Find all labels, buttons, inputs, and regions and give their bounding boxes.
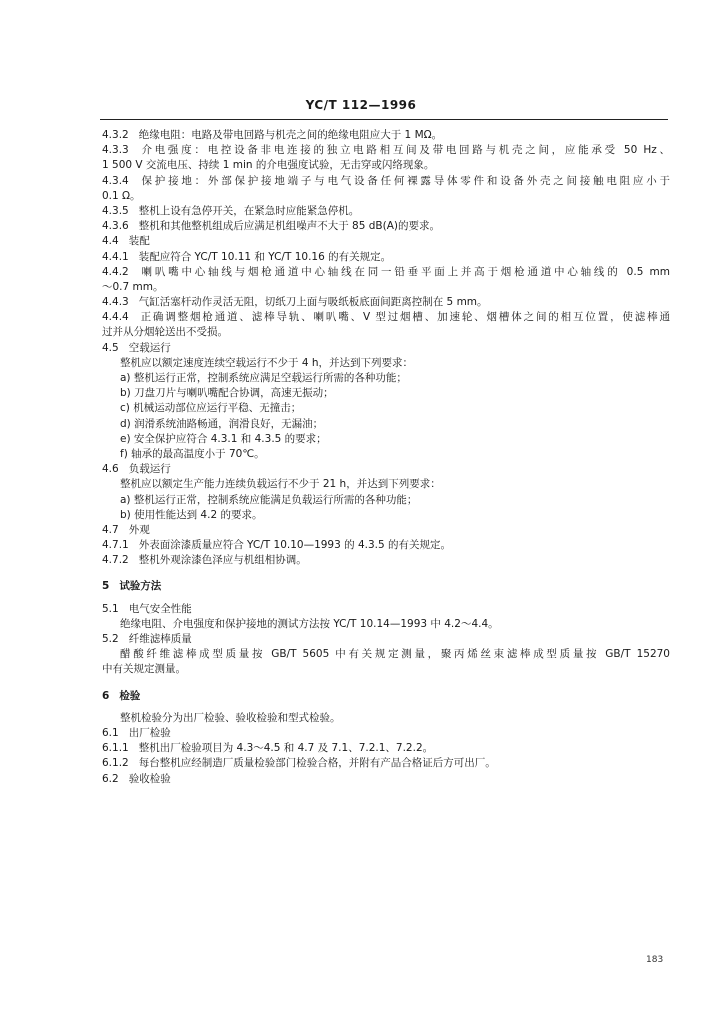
clause-text: f) 轴承的最高温度小于 70℃。 — [120, 447, 265, 460]
clause-number: 4.4.4 — [102, 311, 129, 324]
text-line — [102, 647, 670, 662]
clause-number: 5.2 — [102, 633, 119, 645]
text-line — [102, 158, 670, 173]
clause-text: a) 整机运行正常，控制系统应能满足负载运行所需的各种功能； — [120, 493, 418, 506]
clause-number: 6.1.2 — [102, 757, 129, 770]
clause-number: 4.6 — [102, 463, 119, 476]
clause-number: 4.4.2 — [102, 265, 129, 278]
clause-text: 空载运行 — [128, 341, 171, 354]
clause-text: 检验 — [119, 689, 141, 702]
clause-text: 试验方法 — [119, 580, 162, 593]
clause-text: 整机和其他整机组成后应满足机组噪声不大于 85 dB(A)的要求。 — [138, 220, 440, 233]
clause-text: 验收检验 — [128, 772, 171, 785]
clause-text: 每台整机应经制造厂质量检验部门检验合格，并附有产品合格证后方可出厂。 — [138, 757, 496, 770]
clause-number: 4.3.2 — [102, 129, 129, 141]
text-line — [102, 280, 670, 295]
clause-text: 纤维滤棒质量 — [128, 633, 192, 645]
clause-line — [102, 204, 670, 219]
clause-line — [102, 174, 670, 189]
text-line — [102, 386, 670, 401]
header-rule — [100, 119, 668, 120]
clause-line — [102, 726, 670, 741]
document-header: YC/T 112—1996 — [305, 98, 417, 112]
clause-text: 整机应以额定速度连续空载运行不少于 4 h，并达到下列要求： — [120, 356, 414, 369]
clause-number: 4.5 — [102, 341, 119, 354]
clause-text: 装配 — [128, 235, 150, 248]
clause-text: 绝缘电阻：电路及带电回路与机壳之间的绝缘电阻应大于 1 MΩ。 — [138, 129, 443, 141]
clause-line — [102, 143, 670, 158]
text-line — [102, 477, 670, 492]
clause-line — [102, 462, 670, 477]
clause-text: 醋酸纤维滤棒成型质量按 GB/T 5605 中有关规定测量，聚丙烯丝束滤棒成型质量按 GB/T 15270 — [120, 648, 670, 661]
clause-text: 介电强度：电控设备非电连接的独立电路相互间及带电回路与机壳之间，应能承受 50 Hz、 — [138, 144, 670, 157]
text-line — [102, 432, 670, 447]
clause-text: 外表面涂漆质量应符合 YC/T 10.10—1993 的 4.3.5 的有关规定。 — [138, 539, 452, 552]
clause-text: b) 刀盘刀片与喇叭嘴配合协调，高速无振动； — [120, 387, 334, 400]
clause-text: 0.1 Ω。 — [102, 189, 141, 202]
clause-text: c) 机械运动部位应运行平稳、无撞击； — [120, 402, 302, 415]
clause-line — [102, 538, 670, 553]
text-line — [102, 508, 670, 523]
clause-text: 整机外观涂漆色泽应与机组相协调。 — [138, 554, 307, 567]
text-line — [102, 325, 670, 340]
clause-number: 4.4.3 — [102, 296, 129, 309]
clause-number: 6.1.1 — [102, 742, 129, 755]
page-number: 183 — [646, 955, 664, 965]
clause-number: 4.3.6 — [102, 220, 129, 233]
clause-number: 6.2 — [102, 772, 119, 785]
clause-number: 4.4.1 — [102, 250, 129, 263]
clause-line — [102, 772, 670, 787]
clause-number: 6.1 — [102, 726, 119, 739]
clause-line — [102, 295, 670, 310]
clause-line — [102, 128, 670, 143]
clause-text: 气缸活塞杆动作灵活无阻，切纸刀上面与吸纸板底面间距离控制在 5 mm。 — [138, 296, 488, 309]
clause-line — [102, 632, 670, 647]
clause-text: d) 润滑系统油路畅通，润滑良好，无漏油； — [120, 417, 324, 430]
clause-number: 6 — [102, 689, 110, 702]
text-line — [102, 401, 670, 416]
clause-text: 正确调整烟枪通道、滤棒导轨、喇叭嘴、V 型过烟槽、加速轮、烟槽体之间的相互位置，使滤棒通 — [138, 311, 670, 324]
clause-line — [102, 219, 670, 234]
clause-text: 绝缘电阻、介电强度和保护接地的测试方法按 YC/T 10.14—1993 中 4.2～4.4。 — [120, 617, 499, 630]
clause-number: 5.1 — [102, 602, 119, 615]
clause-line — [102, 756, 670, 771]
clause-line — [102, 523, 670, 538]
text-line — [102, 356, 670, 371]
text-line — [102, 189, 670, 204]
clause-line — [102, 689, 670, 704]
clause-number: 5 — [102, 580, 110, 593]
text-line — [102, 493, 670, 508]
clause-number: 4.3.4 — [102, 174, 129, 187]
clause-text: a) 整机运行正常，控制系统应满足空载运行所需的各种功能； — [120, 372, 407, 384]
text-line — [102, 617, 670, 632]
text-line — [102, 662, 670, 677]
clause-line — [102, 602, 670, 617]
clause-text: 外观 — [128, 523, 150, 536]
clause-text: 负载运行 — [128, 463, 171, 476]
clause-number: 4.7.1 — [102, 539, 129, 552]
text-line — [102, 447, 670, 462]
clause-number: 4.3.5 — [102, 204, 129, 217]
clause-text: e) 安全保护应符合 4.3.1 和 4.3.5 的要求； — [120, 432, 327, 445]
clause-number: 4.3.3 — [102, 144, 129, 157]
text-line — [102, 711, 670, 726]
clause-text: ～0.7 mm。 — [102, 280, 164, 293]
clause-text: 整机出厂检验项目为 4.3～4.5 和 4.7 及 7.1、7.2.1、7.2.2。 — [138, 742, 434, 755]
document-body — [102, 128, 670, 787]
clause-line — [102, 741, 670, 756]
clause-text: 1 500 V 交流电压、持续 1 min 的介电强度试验，无击穿或闪络现象。 — [102, 159, 435, 172]
clause-line — [102, 265, 670, 280]
clause-text: 电气安全性能 — [128, 602, 192, 615]
clause-text: 保护接地：外部保护接地端子与电气设备任何裸露导体零件和设备外壳之间接触电阻应小于 — [138, 174, 670, 187]
clause-text: 中有关规定测量。 — [102, 663, 186, 676]
clause-number: 4.4 — [102, 235, 119, 248]
clause-line — [102, 310, 670, 325]
clause-line — [102, 234, 670, 249]
clause-text: 装配应符合 YC/T 10.11 和 YC/T 10.16 的有关规定。 — [138, 250, 392, 263]
clause-text: b) 使用性能达到 4.2 的要求。 — [120, 508, 263, 521]
clause-text: 喇叭嘴中心轴线与烟枪通道中心轴线在同一铅垂平面上并高于烟枪通道中心轴线的 0.5 mm — [138, 265, 670, 278]
text-line — [102, 371, 670, 386]
clause-number: 4.7 — [102, 523, 119, 536]
clause-line — [102, 579, 670, 594]
clause-line — [102, 553, 670, 568]
clause-text: 过并从分烟轮送出不受损。 — [102, 326, 228, 339]
clause-number: 4.7.2 — [102, 554, 129, 567]
clause-text: 整机检验分为出厂检验、验收检验和型式检验。 — [120, 711, 341, 724]
text-line — [102, 417, 670, 432]
clause-text: 整机上设有急停开关，在紧急时应能紧急停机。 — [138, 204, 360, 217]
clause-line — [102, 250, 670, 265]
clause-text: 出厂检验 — [128, 726, 171, 739]
clause-text: 整机应以额定生产能力连续负载运行不少于 21 h，并达到下列要求： — [120, 478, 441, 491]
clause-line — [102, 341, 670, 356]
